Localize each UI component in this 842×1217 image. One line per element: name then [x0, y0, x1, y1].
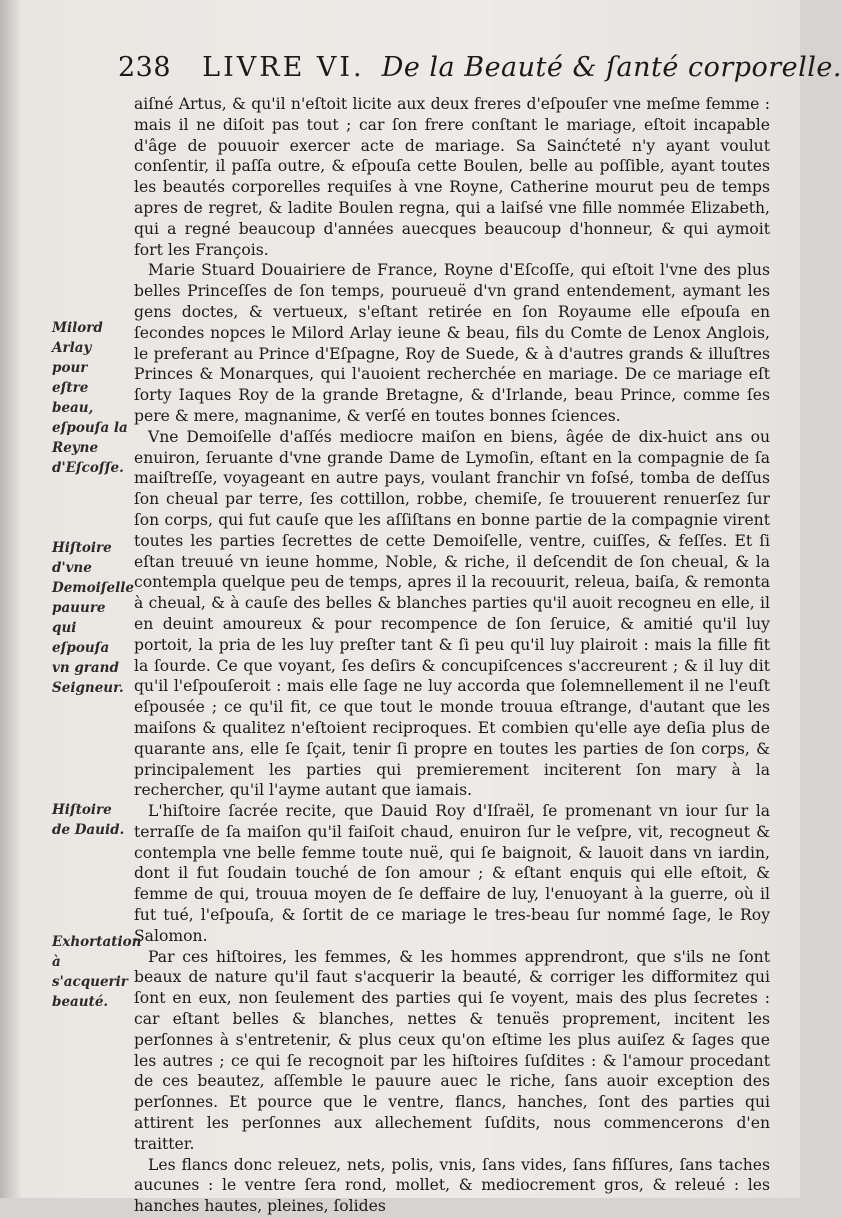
paragraph-marie-stuard: Marie Stuard Douairiere de France, Royne d'Eſcoſſe, qui eſtoit l'vne des plus belles Princeſſes de ſon temps, pourueuë d'vn grand entendement, aymant les gens doctes, & vertueux, s'eſtant retirée en ſon Royaume elle eſpouſa en ſecondes nopces le Milord Arlay ieune & beau, fils du Comte de Lenox Anglois, le preferant au Prince d'Eſpagne, Roy de Suede, & à d'autres grands & illuſtres Princes & Monarques, qui l'auoient recherchée en mariage. De ce mariage eſt ſorty Iaques Roy de la grande Bretagne, & d'Irlande, beau Prince, comme ſes pere & mere, magnanime, & verſé en toutes bonnes ſciences. — [134, 261, 770, 425]
paragraph-demoiselle: Vne Demoiſelle d'aſſés mediocre maiſon en biens, âgée de dix-huict ans ou enuiron, ſeruante d'vne grande Dame de Lymoſin, eſtant en la compagnie de ſa maiſtreſſe, voyageant en autre pays, voulant franchir vn foſsé, tomba de deſſus ſon cheual par terre, ſes cottillon, robbe, chemiſe, ſe trouuerent renuerſez ſur ſon corps, qui fut cauſe que les aſſiſtans en bonne partie de la compagnie virent toutes les parties ſecrettes de cette Demoiſelle, ventre, cuiſſes, & feſſes. Et ſi eſtan treuué vn ieune homme, Noble, & riche, il deſcendit de ſon cheual, & la contempla quelque peu de temps, apres il la recouurit, releua, baiſa, & remonta à cheual, & à cauſe des belles & blanches parties qu'il auoit recogneu en elle, il en deuint amoureux & pour recompence de ſon ſeruice, & amitié qu'il luy portoit, la pria de les luy preſter tant & ſi peu qu'il luy plairoit : mais la fille fit la ſourde. Ce que voyant, ſes deſirs & concupiſcences s'accreurent ; & il luy dit qu'il l'eſpouſeroit : mais elle ſage ne luy accorda que ſolemnellement il ne l'euſt eſpousée ; ce qu'il fit, ce que tout le monde trouua eſtrange, d'autant que les maiſons & qualitez n'eſtoient reciproques. Et combien qu'elle aye deſia plus de quarante ans, elle ſe ſçait, tenir ſi propre en toutes les parties de ſon corps, & principalement les parties qui premierement inciterent ſon mary à la rechercher, qu'il l'ayme autant que iamais. — [134, 427, 770, 800]
paragraph-boulen: aiſné Artus, & qu'il n'eſtoit licite aux deux freres d'eſpouſer vne meſme femme : mais il ne diſoit pas tout ; car ſon frere conſtant le mariage, eſtoit incapable d'âge de pouuoir exercer acte de mariage. Sa Sainćteté n'y ayant voulut conſentir, il paſſa outre, & eſpouſa cette Boulen, belle au poſſible, ayant toutes les beautés corporelles requiſes à vne Royne, Catherine mourut peu de temps apres de regret, & ladite Boulen regna, qui a laiſsé vne fille nommée Elizabeth, qui a regné beaucoup d'années auecques beaucoup d'honneur, & qui aymoit fort les François. — [134, 95, 770, 259]
margin-note-milord: Milord Arlay pour eſtre beau, eſpouſa la Reyne d'Eſcoſſe. — [52, 320, 128, 476]
chapter-title: De la Beauté & ſanté corporelle. — [381, 52, 842, 83]
page-body — [134, 94, 770, 1217]
margin-note-exhortation: Exhortation à s'acquerir beauté. — [52, 934, 142, 1010]
paragraph-exhortation: Par ces hiſtoires, les femmes, & les hommes apprendront, que s'ils ne ſont beaux de nature qu'il faut s'acquerir la beauté, & corriger les difformitez qui ſont en eux, non ſeulement des parties qui ſe voyent, mais des plus ſecretes : car eſtant belles & blanches, nettes & tenuës proprement, incitent les perſonnes à s'entretenir, & plus ceux qu'on eſtime les plus auiſez & ſages que les autres ; ce qui ſe recognoit par les hiſtoires ſuſdites : & l'amour procedant de ces beautez, aſſemble le pauure auec le riche, ſans auoir exception des perſonnes. Et pource que le ventre, flancs, hanches, ſont des parties qui attirent les perſonnes aux allechement ſuſdits, nous commencerons d'en traitter. — [134, 947, 770, 1153]
page-number: 238 — [118, 52, 172, 83]
margin-note-demoiselle: Hiſtoire d'vne Demoiſelle pauure qui eſpouſa vn grand Seigneur. — [52, 540, 134, 696]
running-header — [118, 52, 842, 83]
paragraph-flancs: Les flancs donc releuez, nets, polis, vnis, ſans vides, ſans fiſſures, ſans taches aucunes : le ventre ſera rond, mollet, & mediocrement gros, & releué : les hanches hautes, pleines, ſolides — [134, 1155, 770, 1216]
book-number: LIVRE VI. — [202, 52, 365, 83]
margin-note-david: Hiſtoire de Dauid. — [52, 802, 125, 838]
paragraph-david: L'hiſtoire ſacrée recite, que Dauid Roy d'Iſraël, ſe promenant vn iour ſur la terraſſe de ſa maiſon qu'il faiſoit chaud, enuiron ſur le veſpre, vit, recogneut & contempla vne belle femme toute nuë, qui ſe baignoit, & lauoit dans vn iardin, dont il fut ſoudain touché de ſon amour ; & eſtant enquis qui elle eſtoit, & femme de qui, trouua moyen de ſe deffaire de luy, l'enuoyant à la guerre, où il fut tué, l'eſpouſa, & ſortit de ce mariage le tres-beau ſur nommé ſage, le Roy Salomon. — [134, 802, 770, 945]
